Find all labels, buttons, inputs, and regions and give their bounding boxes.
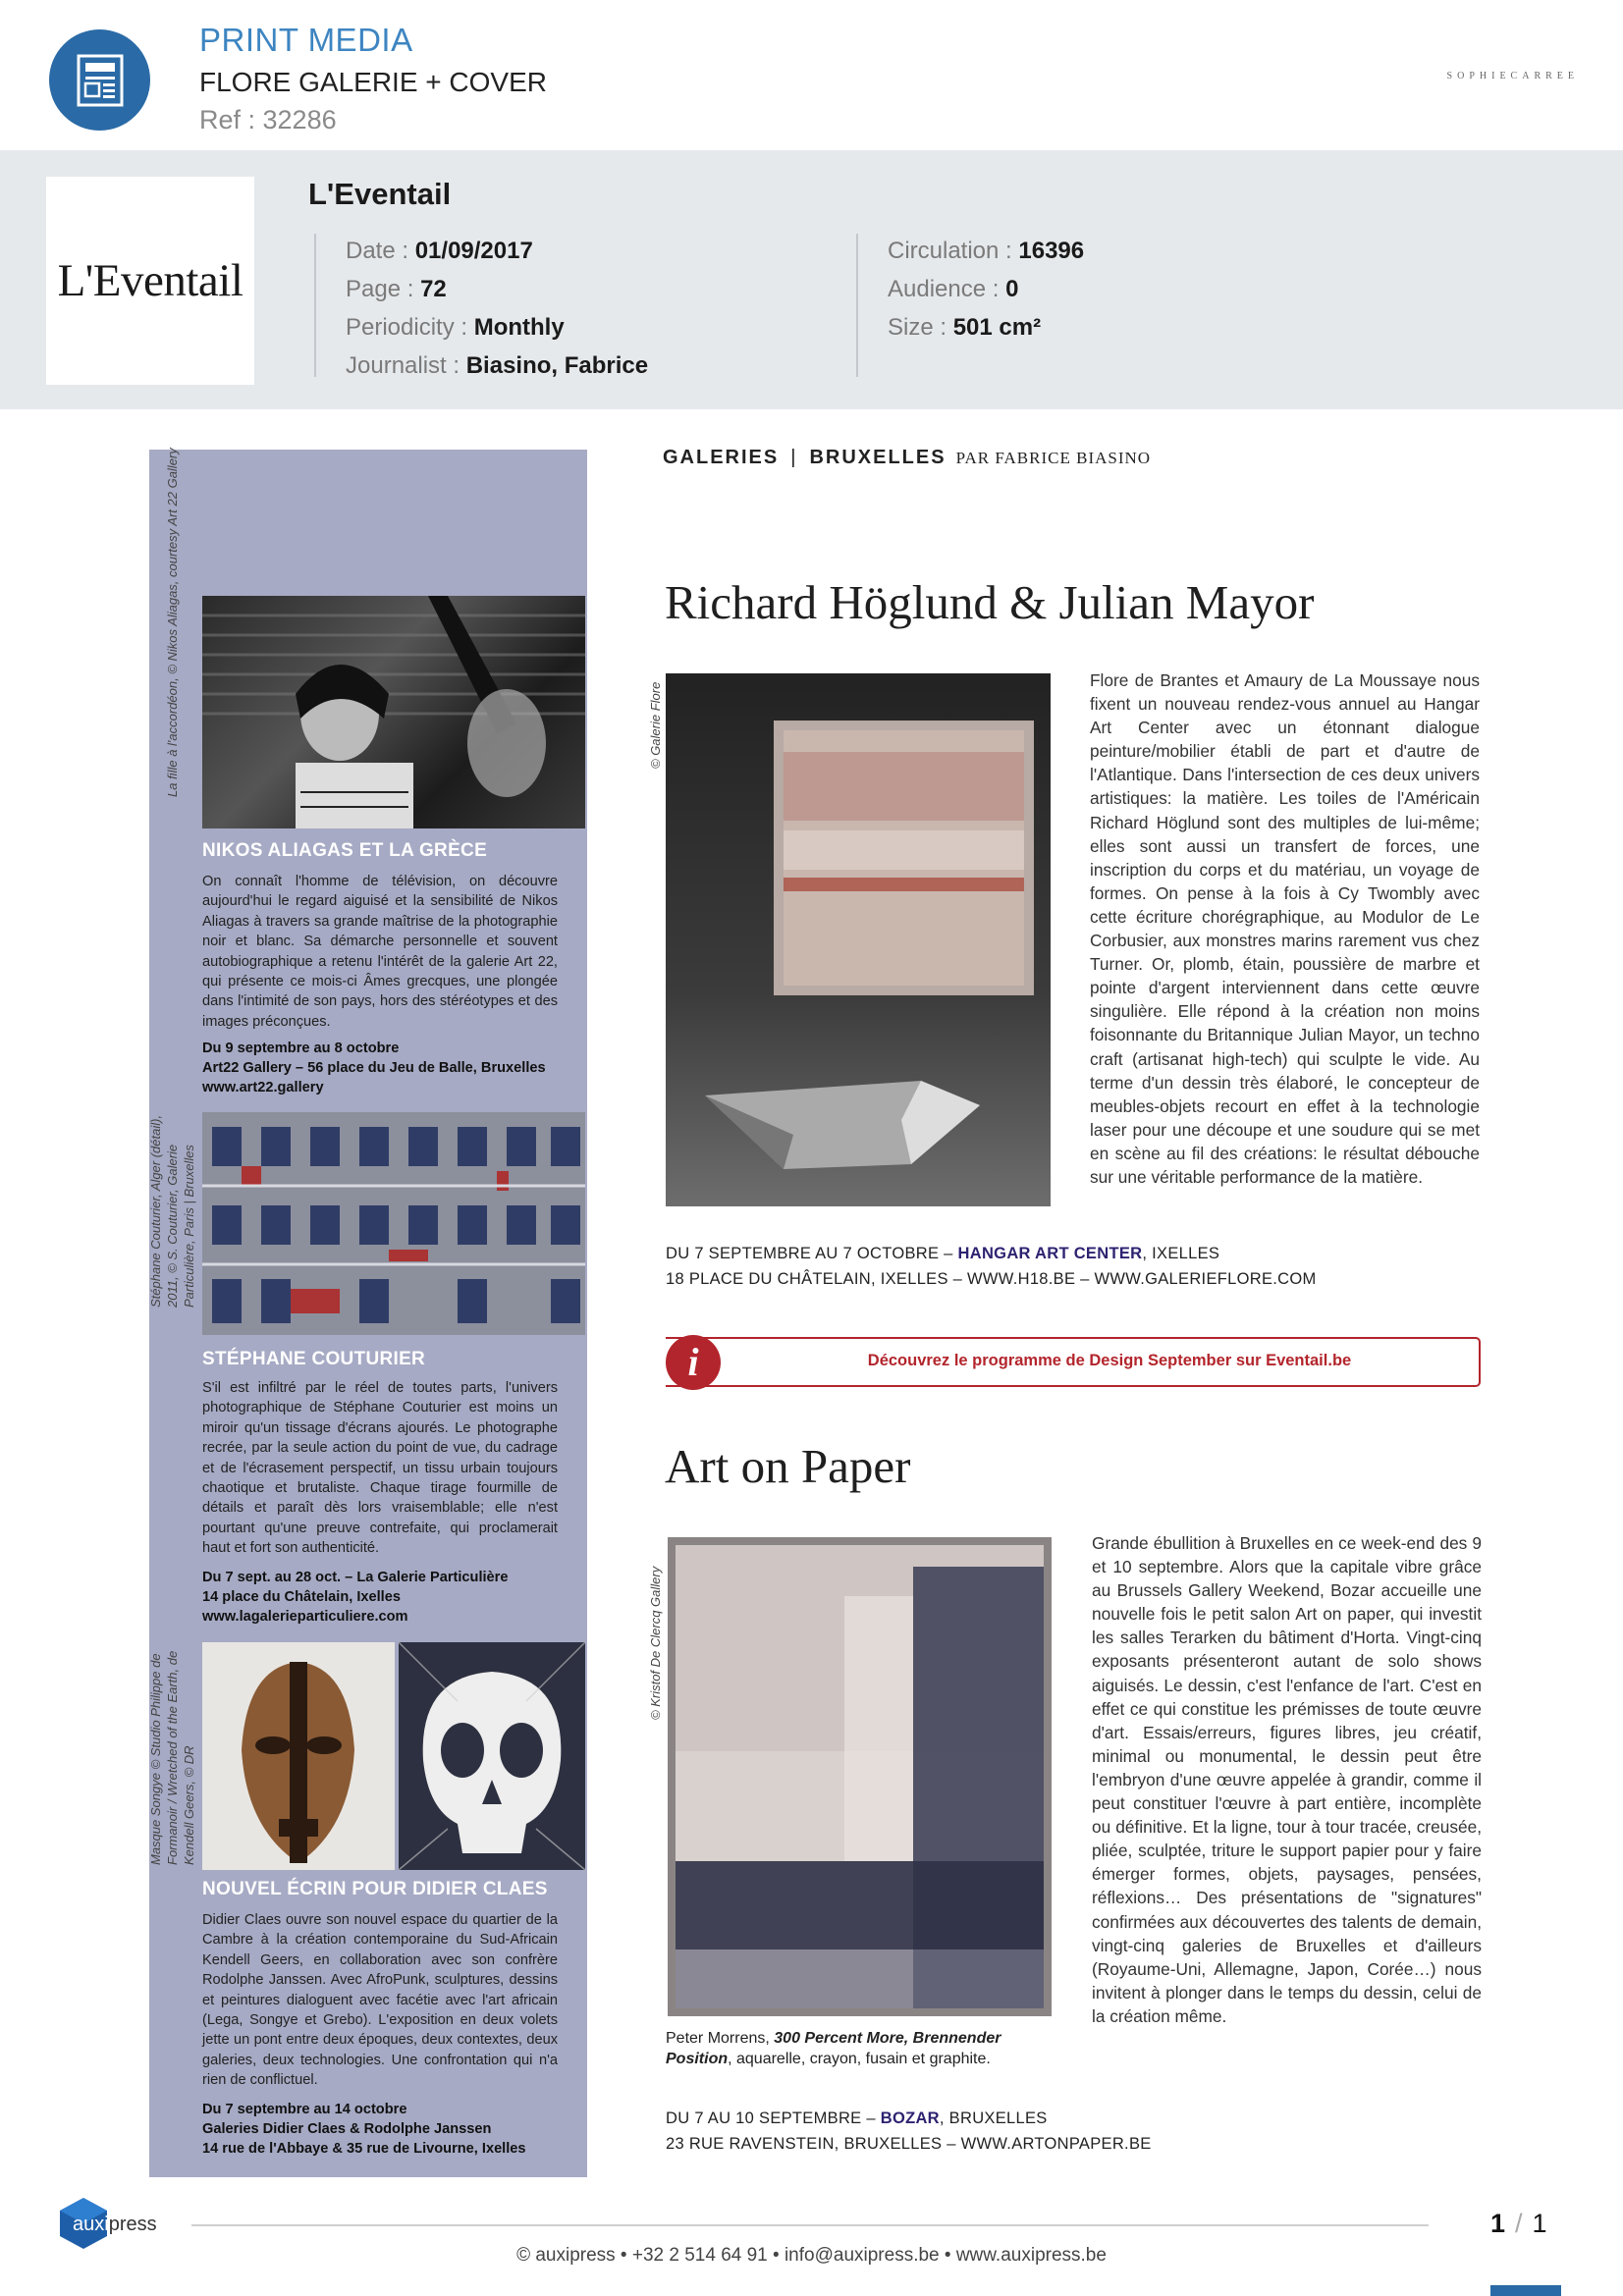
article-title: Art on Paper bbox=[665, 1439, 911, 1493]
photo-caption: Peter Morrens, 300 Percent More, Brennender Position, aquarelle, crayon, fusain et graphite. bbox=[666, 2030, 1001, 2067]
photo-credit: La fille à l'accordéon, © Nikos Aliagas, courtesy Art 22 Gallery bbox=[165, 448, 180, 797]
sidebar-details: Du 9 septembre au 8 octobre Art22 Gallery – 56 place du Jeu de Balle, Bruxelles www.art22.gallery bbox=[202, 1041, 546, 1095]
sidebar-text: S'il est infiltré par le réel de toutes parts, l'univers photographique de Stéphane Couturier est moins un miroir qu'un tissage d'écrans ajourés. Le photographe recrée, par la seule action du point de vue, du cadrage et de l'écrasement perspectif, un tissu urbain toujours chaotique et brutaliste. Chaque tirage fourmille de détails et paraît dès lors vraisemblable; elle n'est pourtant qu'une preuve contrefaite, qui proclamerait haut et fort son authenticité. bbox=[202, 1380, 558, 1557]
article-details: DU 7 AU 10 SEPTEMBRE – BOZAR, BRUXELLES 23 RUE RAVENSTEIN, BRUXELLES – WWW.ARTONPAPER.BE bbox=[666, 2109, 1152, 2153]
photo-credit: © Galerie Flore bbox=[648, 681, 663, 769]
photo-credit: Stéphane Couturier, Alger (détail), 2011, © S. Couturier, Galerie Particulière, Paris | Bruxelles bbox=[148, 1114, 196, 1308]
divider bbox=[314, 234, 316, 377]
meta-circulation: Circulation : 16396 bbox=[888, 238, 1085, 264]
photo-credit: Masque Songye © Studio Philippe de Formanoir / Wretched of the Earth, de Kendell Geers, © DR bbox=[148, 1650, 196, 1865]
banner-link-text[interactable]: Découvrez le programme de Design September sur Eventail.be bbox=[867, 1352, 1352, 1369]
publication-logo bbox=[46, 177, 254, 385]
page-indicator: 1 / 1 bbox=[1490, 2209, 1547, 2238]
meta-size: Size : 501 cm² bbox=[888, 314, 1042, 341]
sidebar-heading: NOUVEL ÉCRIN POUR DIDIER CLAES bbox=[202, 1879, 548, 1899]
publication-meta-right bbox=[888, 232, 1084, 347]
photo-skull-artwork bbox=[399, 1642, 585, 1870]
sidebar-text: On connaît l'homme de télévision, on découvre aujourd'hui le regard aiguisé et la sensibilité de Nikos Aliagas à travers sa grande maîtrise de la photographie noir et blanc. Sa démarche personnelle et souvent autobiographique a retenu l'intérêt de la galerie Art 22, qui présente ce mois-ci Âmes grecques, une plongée dans l'intimité de son pays, hors des stéréotypes et des images préconçues. bbox=[202, 874, 558, 1030]
article-title: Richard Höglund & Julian Mayor bbox=[665, 575, 1315, 629]
page-header bbox=[0, 0, 1623, 150]
photo-accordion-girl bbox=[202, 596, 585, 828]
photo-alger-facade bbox=[202, 1112, 585, 1335]
publication-name: L'Eventail bbox=[308, 177, 452, 211]
meta-page: Page : 72 bbox=[346, 276, 447, 302]
sidebar-text: Didier Claes ouvre son nouvel espace du quartier de la Cambre à la création contemporaine du Sud-Africain Kendell Geers, en collaboration avec son confrère Rodolphe Janssen. Avec AfroPunk, sculptures, dessins et peintures dialoguent avec facétie avec l'art africain (Lega, Songye et Grebo). L'exposition en deux volets jette un pont entre deux époques, deux contextes, deux galeries, deux technologies. Une confrontation qui n'a rien de conflictuel. bbox=[202, 1912, 558, 2089]
meta-journalist: Journalist : Biasino, Fabrice bbox=[346, 352, 649, 379]
footer-tab bbox=[1490, 2285, 1561, 2296]
info-icon: i bbox=[666, 1335, 721, 1390]
article-details: DU 7 SEPTEMBRE AU 7 OCTOBRE – HANGAR ART CENTER, IXELLES 18 PLACE DU CHÂTELAIN, IXELLES – WWW.H18.BE – WWW.GALERIEFLORE.COM bbox=[666, 1245, 1317, 1288]
section-rubric: GALERIES | BRUXELLES PAR FABRICE BIASINO bbox=[663, 447, 1152, 468]
footer-contact: © auxipress • +32 2 514 64 91 • info@auxipress.be • www.auxipress.be bbox=[516, 2245, 1107, 2266]
photo-hoglund-painting bbox=[666, 673, 1051, 1206]
sidebar-details: Du 7 septembre au 14 octobre Galeries Didier Claes & Rodolphe Janssen 14 rue de l'Abbaye & 35 rue de Livourne, Ixelles bbox=[202, 2102, 526, 2157]
publication-meta-left bbox=[346, 232, 648, 385]
article-text: Grande ébullition à Bruxelles en ce week-end des 9 et 10 septembre. Alors que la capitale vibre grâce au Brussels Gallery Weekend, Bozar accueille une nouvelle fois le petit salon Art on paper, qui investit les salles Terarken du bâtiment d'Horta. Vingt-cinq exposants présenteront autant de solo shows aiguisés. Le dessin, c'est l'enfance de l'art. C'est en effet ce qui constitue les prémisses de toute œuvre d'art. Essais/erreurs, figures libres, jeu créatif, minimal ou monumental, le dessin peut être l'embryon d'une œuvre appelée à grandir, comme il peut constituer l'œuvre à part entière, incomplète ou définitive. Et la ligne, tour à tour tracée, creusée, pliée, sculptée, triture le support papier pour y faire émerger formes, objets, paysages, pensées, réflexions… Des présentations de "signatures" confirmées aux découvertes des talents de demain, vingt-cinq galeries de Bruxelles et d'ailleurs (Royaume-Uni, Allemagne, Japon, Corée…) nous invitent à plonger dans le temps du dessin, celui de la création même. bbox=[1092, 1533, 1482, 2026]
article-text: Flore de Brantes et Amaury de La Moussaye nous fixent un nouveau rendez-vous annuel au Hangar Art Center avec un étonnant dialogue peinture/mobilier établi de part et d'autre de l'Atlantique. Dans l'intersection de ces deux univers artistiques: la matière. Les toiles de l'Américain Richard Höglund sont des multiples de lui-même; elles sont aussi un transfert de forces, une inscription du corps et du matériau, un voyage de formes. On pense à la fois à Cy Twombly avec cette écriture chorégraphique, au Modulor de Le Corbusier, aux monstres marins rarement vus chez Turner. Or, plomb, étain, poussière de marbre et pointe d'argent interviennent dans cette œuvre singulière. Elle répond à la création non moins foisonnante du Britannique Julian Mayor, un techno craft (artisanat high-tech) qui sculpte le vide. Au terme d'un dessin très élaboré, le concepteur de meubles-objets recourt en effet à la technologie laser pour une découpe et une soudure qui se met en scène au fil des créations: le résultat débouche sur une véritable performance de la matière. bbox=[1090, 670, 1480, 1187]
sidebar-heading: STÉPHANE COUTURIER bbox=[202, 1349, 426, 1369]
meta-audience: Audience : 0 bbox=[888, 276, 1019, 302]
media-category: PRINT MEDIA bbox=[199, 22, 413, 58]
publication-logo-text: L'Eventail bbox=[57, 255, 243, 306]
sidebar-details: Du 7 sept. au 28 oct. – La Galerie Particulière 14 place du Châtelain, Ixelles www.lagalerieparticuliere.com bbox=[202, 1570, 509, 1625]
meta-date: Date : 01/09/2017 bbox=[346, 238, 533, 264]
photo-morrens-drawing bbox=[668, 1537, 1052, 2016]
footer-brand: auxipress bbox=[73, 2214, 157, 2235]
footer-divider bbox=[191, 2224, 1429, 2226]
meta-periodicity: Periodicity : Monthly bbox=[346, 314, 565, 341]
photo-credit: © Kristof De Clercq Gallery bbox=[648, 1566, 663, 1720]
brand-logo-text: SOPHIECARREE bbox=[1446, 71, 1579, 81]
client-name: FLORE GALERIE + COVER bbox=[199, 67, 547, 97]
divider bbox=[856, 234, 858, 377]
reference-number: Ref : 32286 bbox=[199, 105, 337, 134]
newspaper-icon bbox=[49, 29, 150, 131]
photo-songye-mask bbox=[202, 1642, 395, 1870]
sidebar-heading: NIKOS ALIAGAS ET LA GRÈCE bbox=[202, 840, 488, 861]
